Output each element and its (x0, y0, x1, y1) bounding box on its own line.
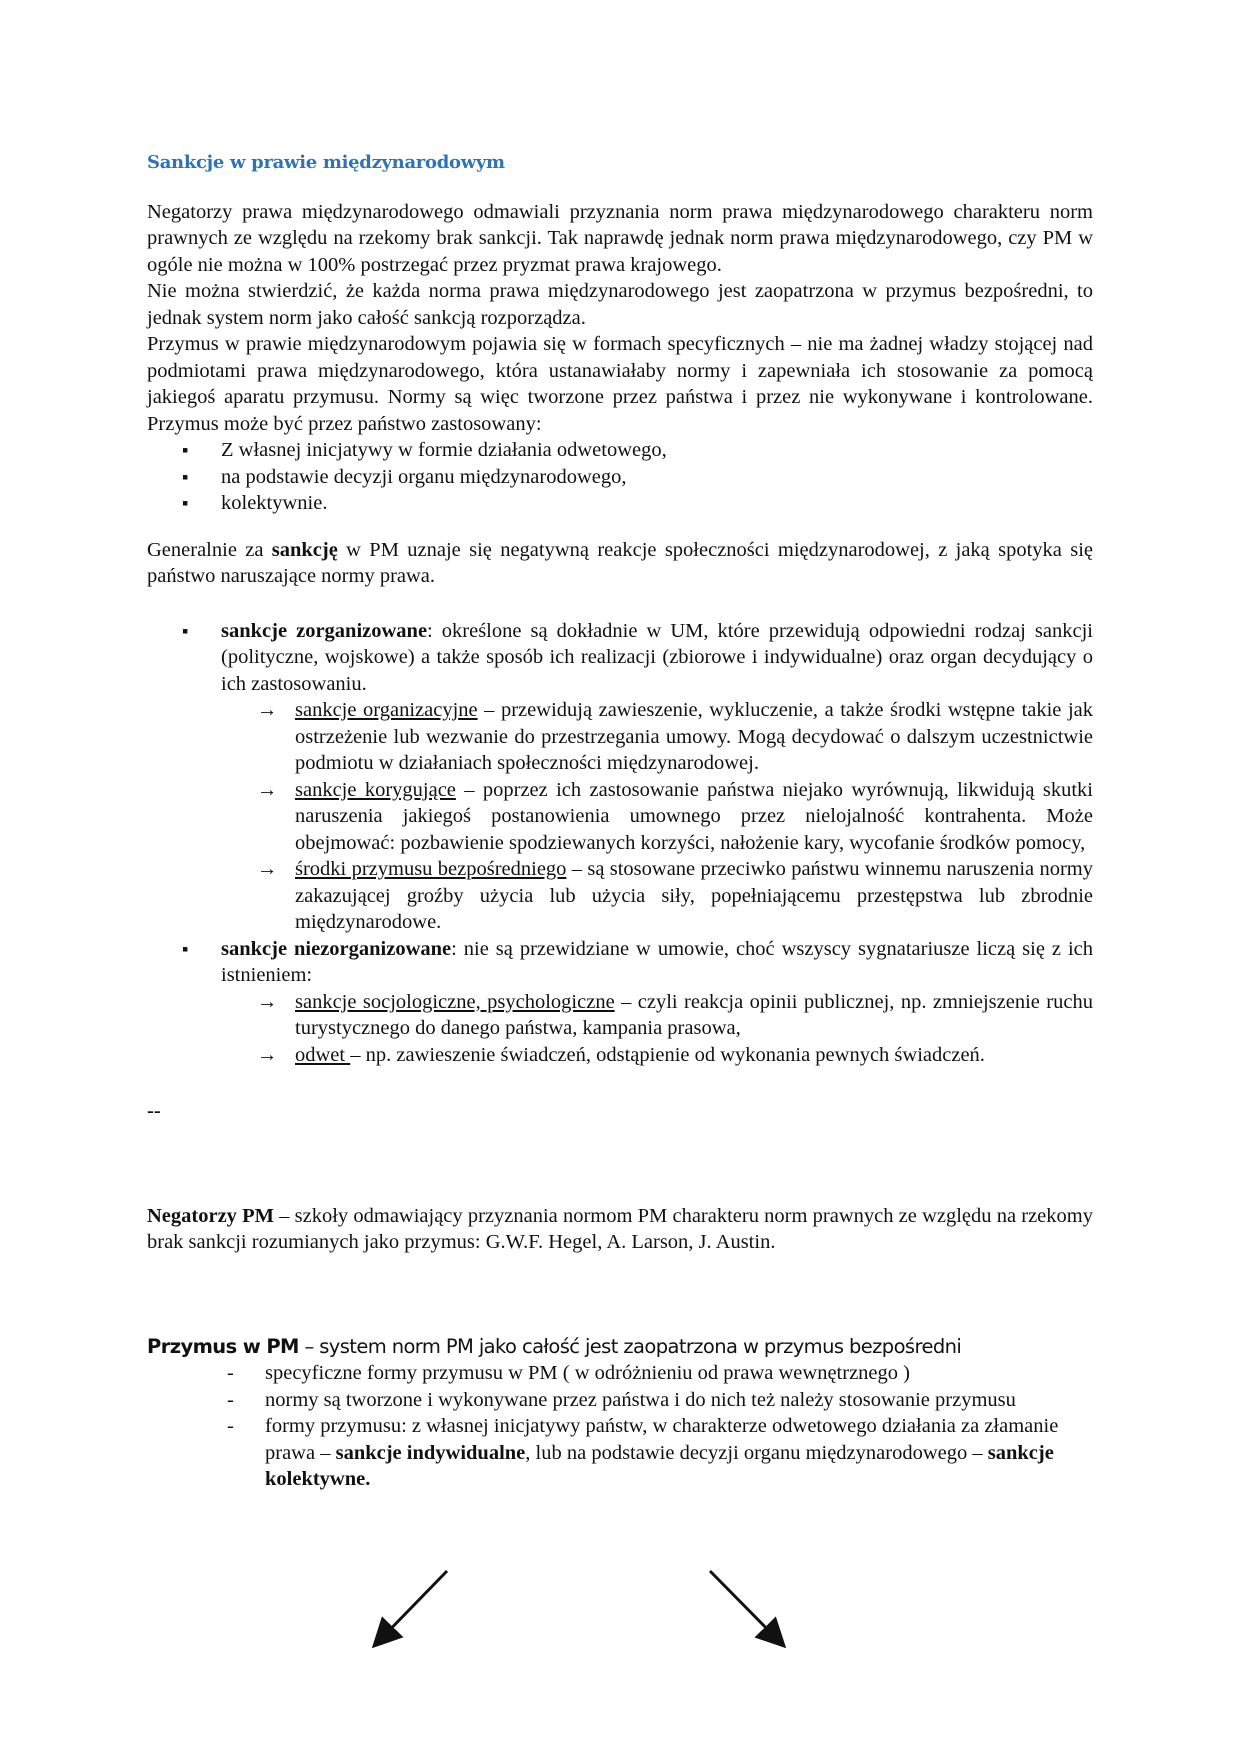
intro-paragraph-2: Nie można stwierdzić, że każda norma prawa międzynarodowego jest zaopatrzona w przymus bezpośredni, to jednak system norm jako całość sankcją rozporządza. (147, 280, 1093, 329)
page-title: Sankcje w prawie międzynarodowym (147, 152, 505, 173)
underlined-term: sankcje organizacyjne (295, 699, 478, 721)
text: – szkoły odmawiający przyznania normom PM charakteru norm prawnych ze względu na rzekomy brak sankcji rozumianych jako przymus: G.W.F. Hegel, A. Larson, J. Austin. (147, 1204, 1093, 1253)
text: : określone są dokładnie w UM, które przewidują odpowiedni rodzaj sankcji (polityczne, wojskowe) a także sposób ich realizacji (zbiorowe i indywidualne) oraz organ decydujący o ich zastosowaniu. (221, 619, 1093, 695)
underlined-term: odwet (295, 1043, 351, 1066)
list-item: - specyficzne formy przymusu w PM ( w odróżnieniu od prawa wewnętrznego ) (265, 1360, 1093, 1387)
underlined-term: sankcje korygujące (295, 778, 456, 801)
arrow-right-icon: → (257, 1043, 278, 1066)
text: – przewidują zawieszenie, wykluczenie, a także środki wstępne takie jak ostrzeżenie lub wezwanie do przestrzegania umowy. Mogą decydować o dalszym uczestnictwie podmiotu w działaniach społeczności międzynarodowej. (295, 699, 1094, 774)
bold-term: sankcje indywidualne (335, 1441, 526, 1464)
underlined-term: środki przymusu bezpośredniego (295, 858, 567, 880)
bold-term: sankcje kolektywne. (265, 1441, 1054, 1490)
text: – czyli reakcja opinii publicznej, np. zmniejszenie ruchu turystycznego do danego państwa, kampania prasowa, (295, 990, 1093, 1039)
text: – poprzez ich zastosowanie państwa niejako wyrównują, likwidują skutki naruszenia jakiegoś postanowienia umownego przez nielojalność kontrahenta. Może obejmować: pozbawienie spodziewanych korzyści, nałożenie kary, wycofanie środków pomocy, (295, 778, 1094, 854)
text: Generalnie za (147, 538, 272, 561)
text: w PM uznaje się negatywną reakcje społeczności międzynarodowej, z jaką spotyka się państwo naruszające normy prawa. (147, 538, 1093, 587)
text: , lub na podstawie decyzji organu międzynarodowego – (525, 1441, 988, 1464)
text: : nie są przewidziane w umowie, choć wszyscy sygnatariusze liczą się z ich istnieniem: (221, 937, 1093, 986)
bold-term: sankcje niezorganizowane (221, 937, 452, 960)
bold-term: Negatorzy PM (147, 1204, 274, 1227)
separator: -- (147, 1100, 161, 1122)
bold-term: sankcje zorganizowane (221, 619, 428, 642)
intro-paragraph-1: Negatorzy prawa międzynarodowego odmawiali przyznania norm prawa międzynarodowego charakteru norm prawnych ze względu na rzekomy brak sankcji. Tak naprawdę jednak norm prawa międzynarodowego, czy PM w ogóle nie można w 100% postrzegać przez pryzmat prawa krajowego. (147, 200, 1093, 276)
arrow-right-icon: → (257, 778, 278, 801)
bold-term: Przymus w PM (147, 1334, 299, 1358)
arrow-down-right-icon (710, 1571, 782, 1644)
text: – np. zawieszenie świadczeń, odstąpienie od wykonania pewnych świadczeń. (350, 1043, 985, 1066)
arrow-right-icon: → (257, 699, 278, 721)
list-item: ▪ kolektywnie. (221, 490, 1093, 517)
arrow-right-icon: → (257, 858, 278, 880)
bold-term: sankcję (271, 538, 338, 561)
arrow-down-left-icon (376, 1571, 447, 1644)
list-item: ▪ Z własnej inicjatywy w formie działania odwetowego, (221, 437, 1093, 464)
text: – system norm PM jako całość jest zaopatrzona w przymus bezpośredni (298, 1334, 962, 1358)
underlined-term: sankcje socjologiczne, psychologiczne (295, 990, 615, 1013)
list-item: - normy są tworzone i wykonywane przez państwa i do nich też należy stosowanie przymusu (265, 1387, 1093, 1414)
text: formy przymusu: z własnej inicjatywy państw, w charakterze odwetowego działania za złamanie prawa – (265, 1415, 1059, 1464)
arrow-right-icon: → (257, 990, 278, 1013)
text: – są stosowane przeciwko państwu winnemu naruszenia normy zakazującej groźby użycia lub użycia siły, popełniającemu przestępstwa lub zbrodnie międzynarodowe. (295, 858, 1093, 933)
intro-paragraph-3: Przymus w prawie międzynarodowym pojawia się w formach specyficznych – nie ma żadnej władzy stojącej nad podmiotami prawa międzynarodowego, która ustanawiałaby normy i zapewniała ich stosowanie za pomocą jakiegoś aparatu przymusu. Normy są więc tworzone przez państwa i przez nie wykonywane i kontrolowane. Przymus może być przez państwo zastosowany: (147, 333, 1093, 435)
list-item: ▪ na podstawie decyzji organu międzynarodowego, (221, 464, 1093, 491)
